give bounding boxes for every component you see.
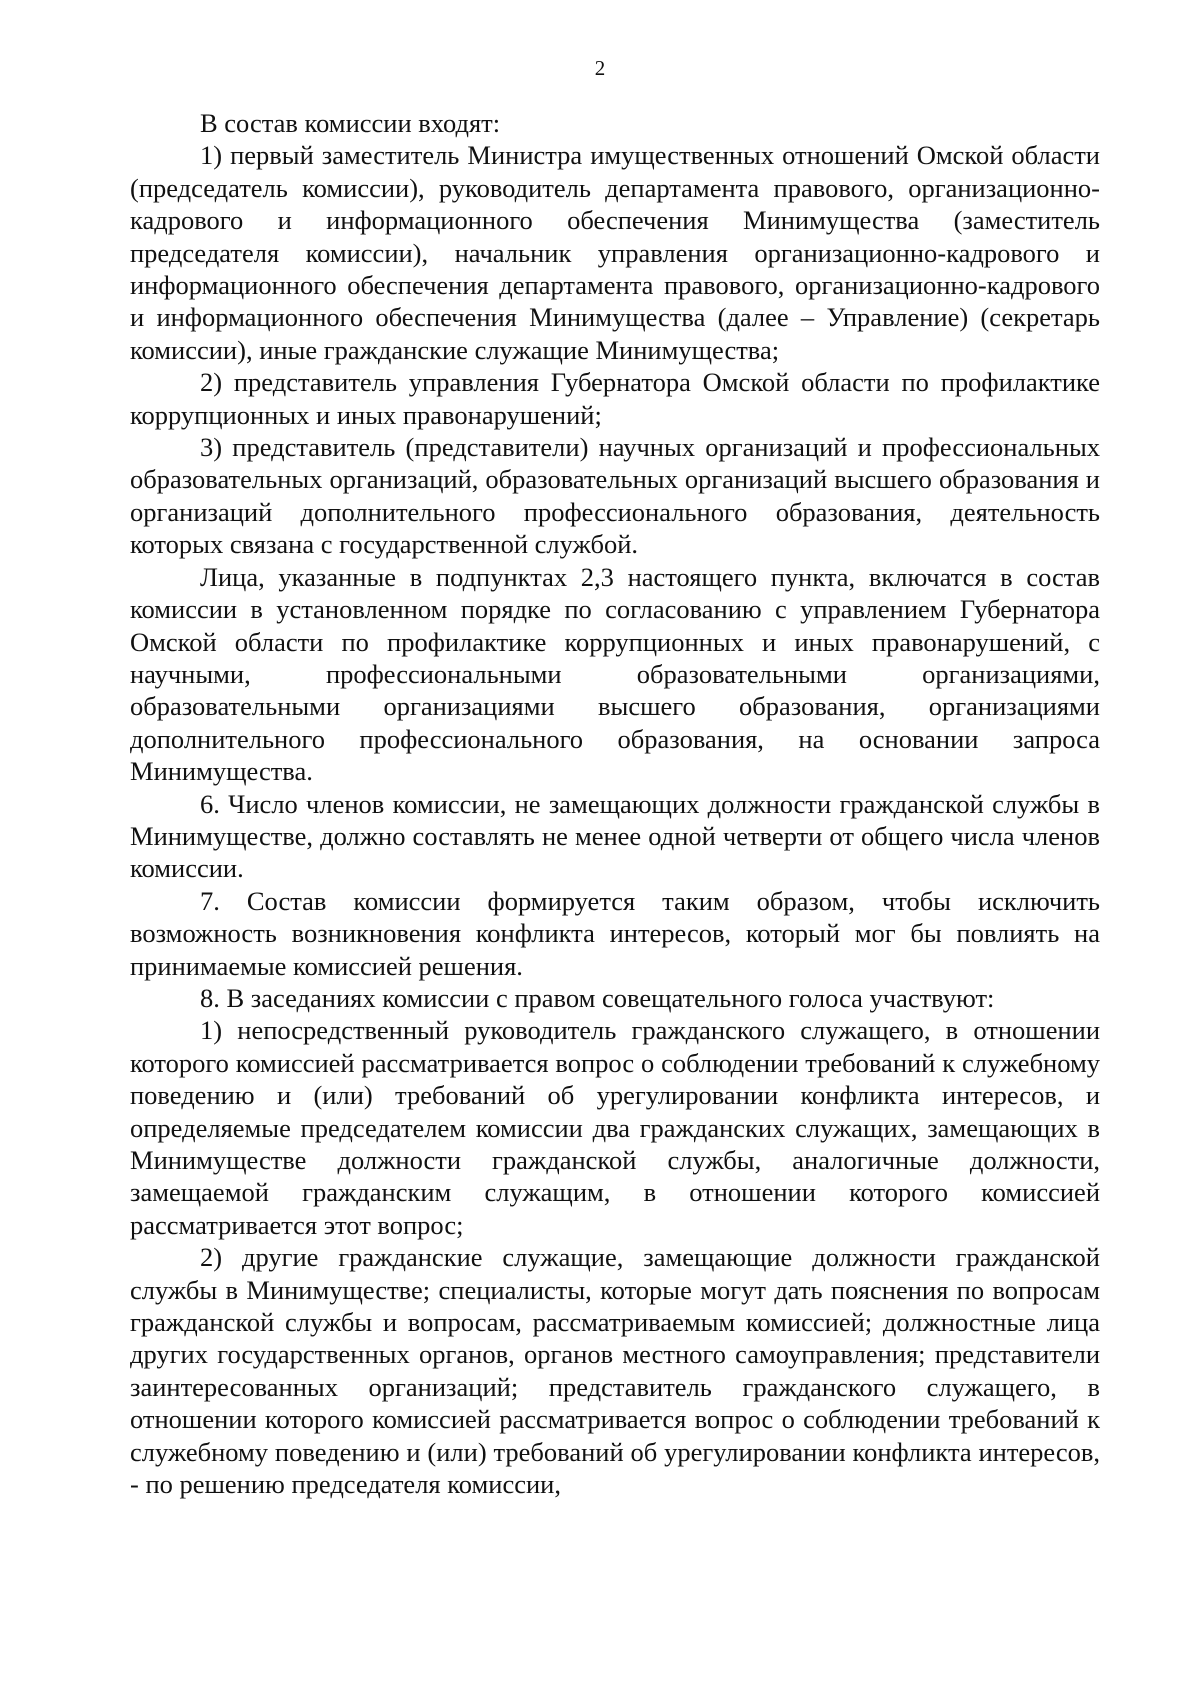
paragraph-item-2-governor-representative: 2) представитель управления Губернатора Омской области по профилактике коррупционных и иных правонарушений; — [130, 367, 1100, 430]
paragraph-section-8-item-2: 2) другие гражданские служащие, замещающие должности гражданской службы в Минимуществе; специалисты, которые могут дать пояснения по вопросам гражданской службы и вопросам, рассматриваемым комиссией; должностные лица других государственных органов, органов местного самоуправления; представители заинтересованных организаций; представитель гражданского служащего, в отношении которого комиссией рассматривается вопрос о соблюдении требований к служебному поведению и (или) требований об урегулировании конфликта интересов, - по решению председателя комиссии, — [130, 1242, 1100, 1500]
paragraph-section-6: 6. Число членов комиссии, не замещающих должности гражданской службы в Минимуществе, должно составлять не менее одной четверти от общего числа членов комиссии. — [130, 788, 1100, 884]
paragraph-commission-composition-intro: В состав комиссии входят: — [200, 108, 501, 138]
paragraph-item-1-members: 1) первый заместитель Министра имущественных отношений Омской области (председатель комиссии), руководитель департамента правового, организационно-кадрового и информационного обеспечения Минимущества (заместитель председателя комиссии), начальник управления организационно-кадрового и информационного обеспечения департамента правового, организационно-кадрового и информационного обеспечения Минимущества (далее – Управление) (секретарь комиссии), иные гражданские служащие Минимущества; — [130, 140, 1100, 365]
paragraph-item-3-scientific-representatives: 3) представитель (представители) научных организаций и профессиональных образовательных организаций, образовательных организаций высшего образования и организаций дополнительного профессионального образования, деятельность которых связана с государственной службой. — [130, 432, 1100, 560]
paragraph-persons-inclusion: Лица, указанные в подпунктах 2,3 настоящего пункта, включатся в состав комиссии в установленном порядке по согласованию с управлением Губернатора Омской области по профилактике коррупционных и иных правонарушений, с научными, профессиональными образовательными организациями, образовательными организациями высшего образования, организациями дополнительного профессионального образования, на основании запроса Минимущества. — [130, 561, 1100, 787]
document-body — [130, 107, 1100, 1500]
paragraph-section-7: 7. Состав комиссии формируется таким образом, чтобы исключить возможность возникновения конфликта интересов, который мог бы повлиять на принимаемые комиссией решения. — [130, 885, 1100, 981]
paragraph-section-8: 8. В заседаниях комиссии с правом совещательного голоса участвуют: — [200, 982, 995, 1013]
page-number: 2 — [594, 56, 606, 80]
paragraph-section-8-item-1: 1) непосредственный руководитель гражданского служащего, в отношении которого комиссией рассматривается вопрос о соблюдении требований к служебному поведению и (или) требований об урегулировании конфликта интересов, и определяемые председателем комиссии два гражданских служащих, замещающих в Минимуществе должности гражданской службы, аналогичные должности, замещаемой гражданским служащим, в отношении которого комиссией рассматривается этот вопрос; — [130, 1015, 1100, 1240]
